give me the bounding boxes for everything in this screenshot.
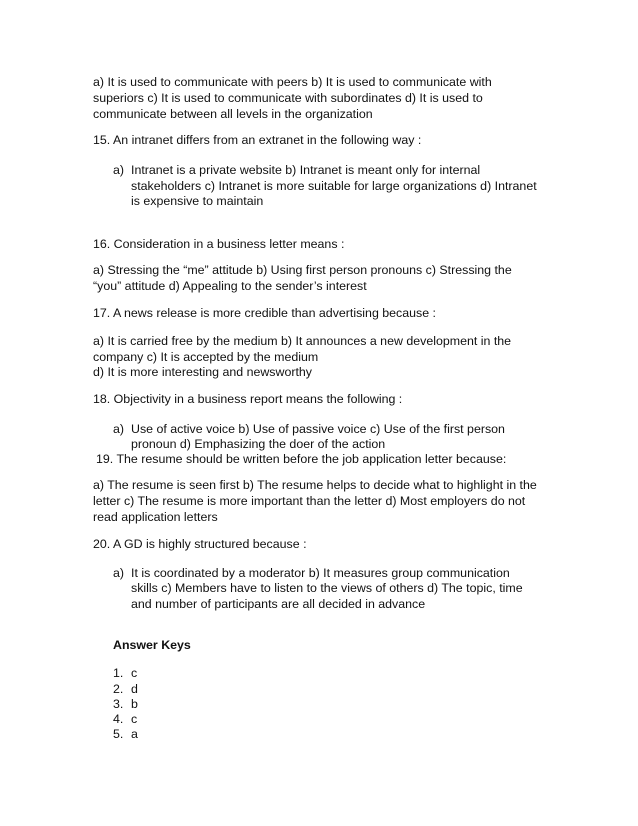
answer-key-value: c: [131, 666, 138, 680]
q16-question: 16. Consideration in a business letter means :: [93, 237, 345, 251]
answer-key-number: 3.: [113, 697, 124, 711]
q18-marker: a): [113, 422, 125, 436]
q14-options-line-2: superiors c) It is used to communicate with subordinates d) It is used to: [93, 91, 483, 105]
answer-key-value: c: [131, 712, 138, 726]
answer-key-number: 4.: [113, 712, 124, 726]
answer-key-value: a: [131, 727, 138, 741]
q17-options-line-1: a) It is carried free by the medium b) It announces a new development in the: [93, 334, 512, 348]
q19-options-line-1: a) The resume is seen first b) The resume helps to decide what to highlight in the: [93, 478, 537, 492]
answer-key-number: 1.: [113, 666, 124, 680]
q18-options-line-2: pronoun d) Emphasizing the doer of the action: [131, 437, 386, 451]
q15-options-line-1: Intranet is a private website b) Intranet is meant only for internal: [131, 163, 481, 177]
q19-options-line-2: letter c) The resume is more important than the letter d) Most employers do not: [93, 494, 526, 508]
q20-question: 20. A GD is highly structured because :: [93, 537, 307, 551]
q17-options-line-2: company c) It is accepted by the medium: [93, 350, 319, 364]
q15-marker: a): [113, 163, 125, 177]
q19-question: 19. The resume should be written before the job application letter because:: [96, 452, 507, 466]
q17-question: 17. A news release is more credible than advertising because :: [93, 306, 437, 320]
q15-question: 15. An intranet differs from an extranet in the following way :: [93, 133, 422, 147]
answer-key-number: 2.: [113, 682, 124, 696]
q19-options-line-3: read application letters: [93, 510, 218, 524]
answer-key-number: 5.: [113, 727, 124, 741]
q16-options-line-2: “you” attitude d) Appealing to the sender’s interest: [93, 279, 367, 293]
q15-options-line-3: is expensive to maintain: [131, 194, 264, 208]
answer-keys-heading: Answer Keys: [113, 638, 191, 652]
q20-marker: a): [113, 566, 125, 580]
q20-options-line-3: and number of participants are all decided in advance: [131, 597, 426, 611]
answer-key-value: d: [131, 682, 138, 696]
q14-options-line-1: a) It is used to communicate with peers b) It is used to communicate with: [93, 75, 492, 89]
q20-options-line-1: It is coordinated by a moderator b) It measures group communication: [131, 566, 510, 580]
q16-options-line-1: a) Stressing the “me” attitude b) Using first person pronouns c) Stressing the: [93, 263, 512, 277]
q14-options-line-3: communicate between all levels in the organization: [93, 107, 373, 121]
q18-options-line-1: Use of active voice b) Use of passive voice c) Use of the first person: [131, 422, 505, 436]
q18-question: 18. Objectivity in a business report means the following :: [93, 392, 403, 406]
q20-options-line-2: skills c) Members have to listen to the views of others d) The topic, time: [131, 581, 523, 595]
answer-key-value: b: [131, 697, 138, 711]
q17-options-line-3: d) It is more interesting and newsworthy: [93, 365, 312, 379]
q15-options-line-2: stakeholders c) Intranet is more suitable for large organizations d) Intranet: [131, 179, 537, 193]
